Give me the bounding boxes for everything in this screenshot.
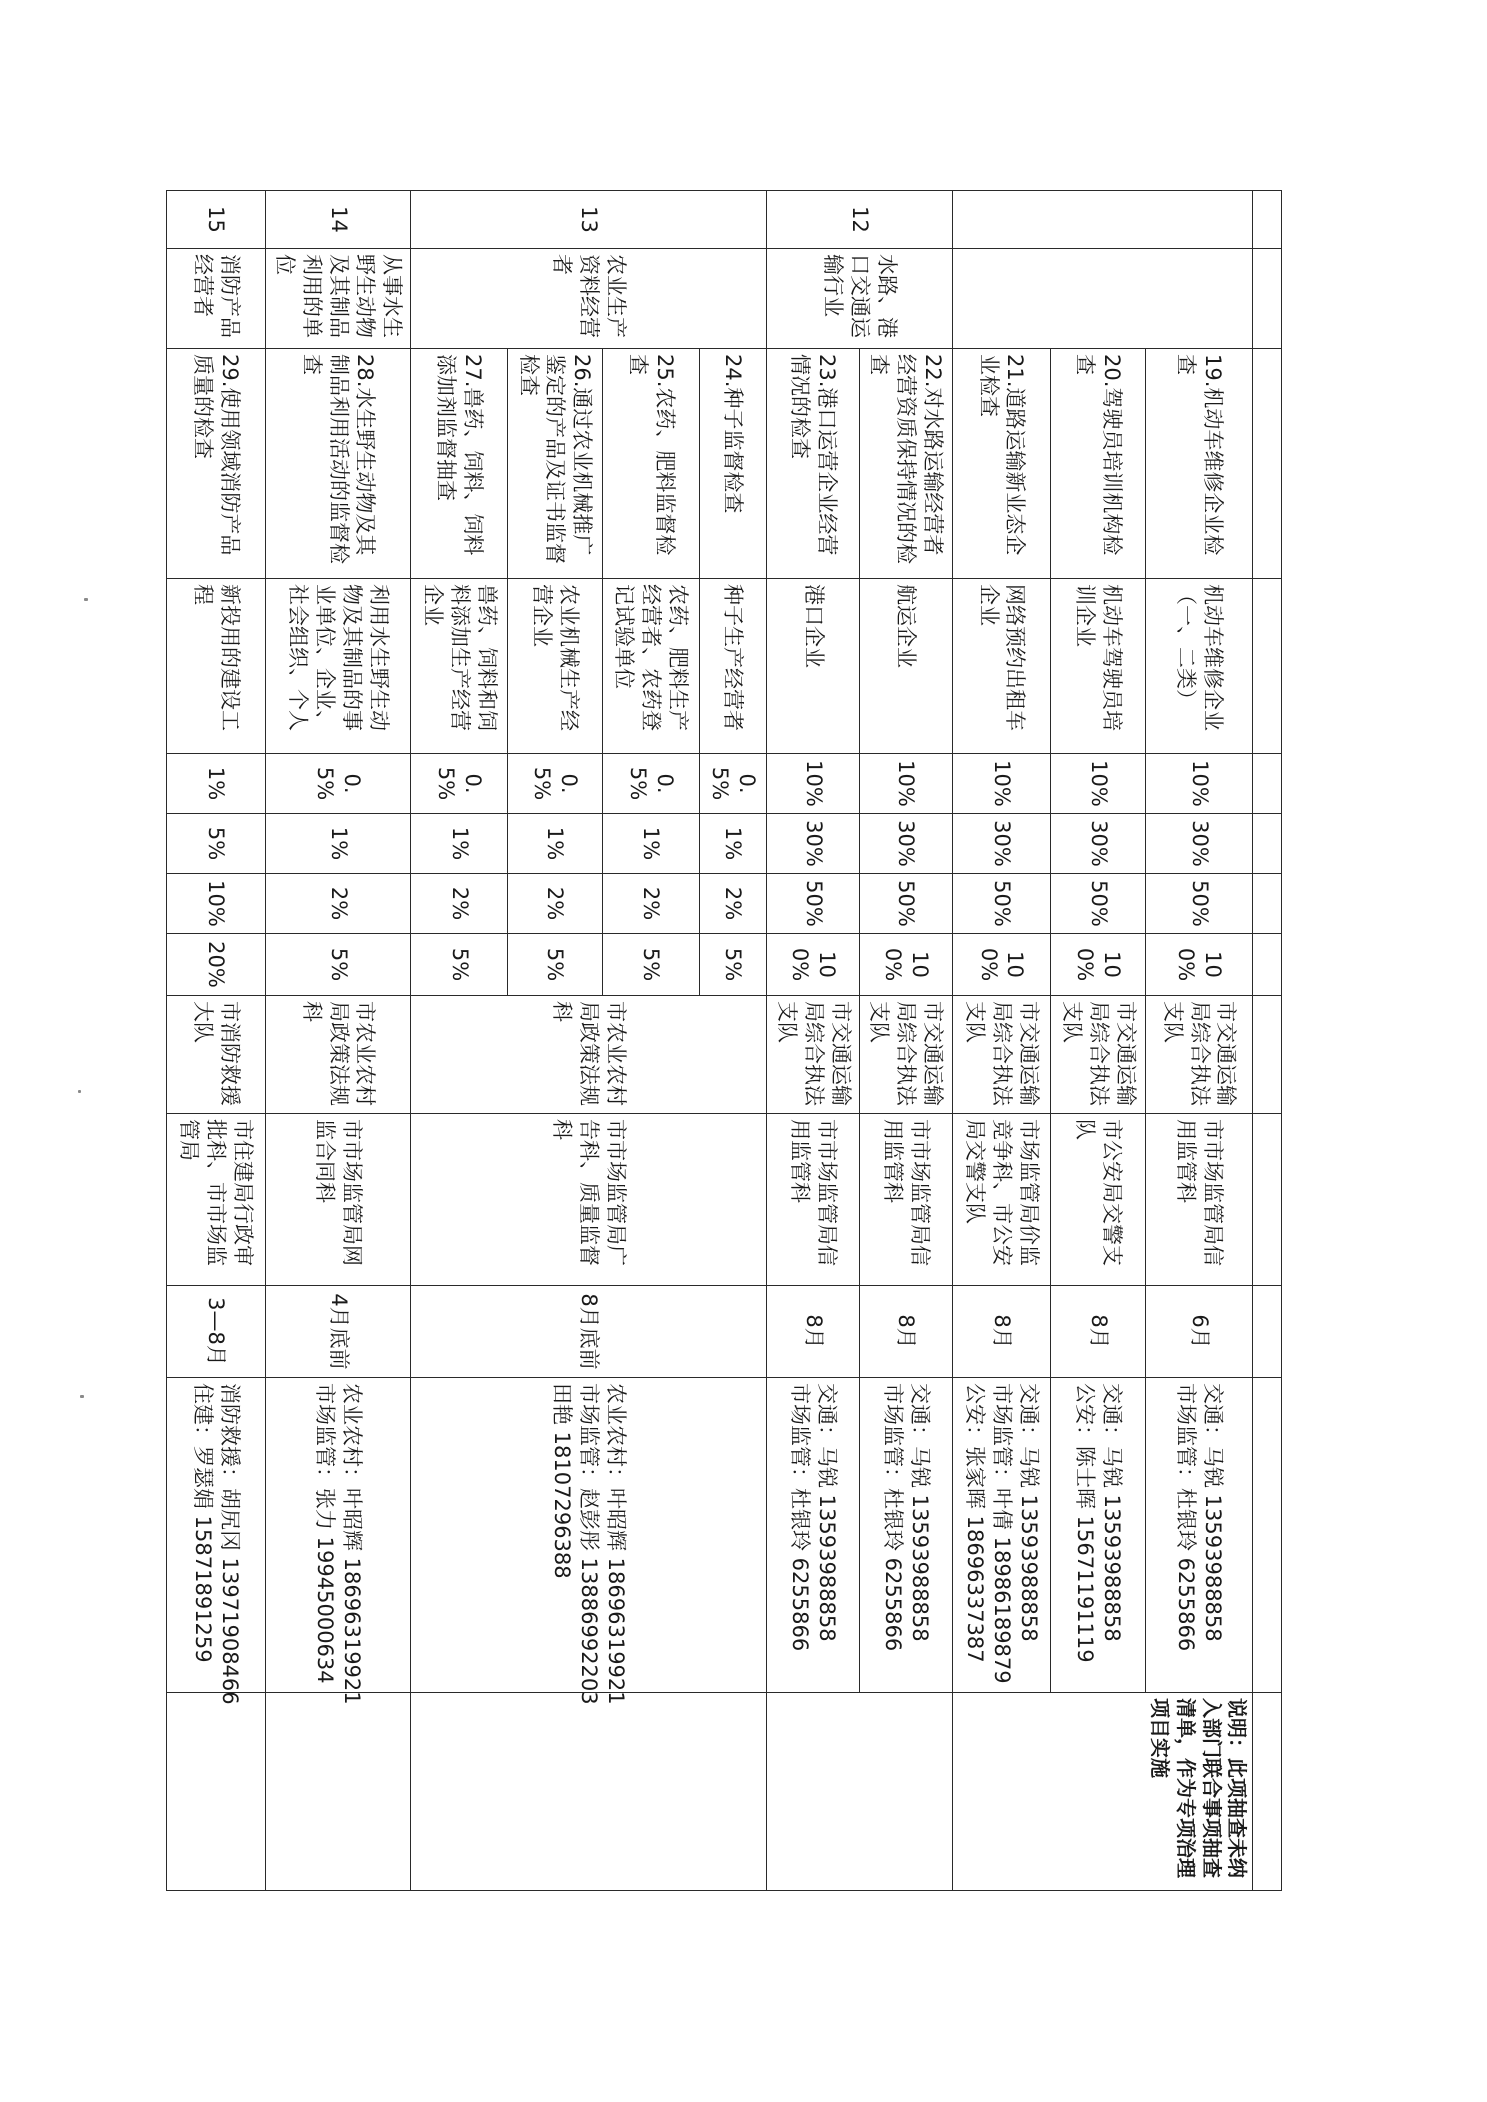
blank-cell (1253, 579, 1282, 754)
blank-cell (1253, 814, 1282, 874)
blank-cell (1253, 349, 1282, 579)
ratio-4: 100% (860, 934, 953, 996)
contact-line: 住建：罗瑟娟 15871891259 (190, 1383, 215, 1663)
category-cell: 农业生产资料经营者 (411, 249, 767, 349)
ratio-2: 1% (699, 814, 767, 874)
dept-cell: 市农业农村局政策法规科 (265, 996, 411, 1114)
item-cell: 24.种子监督检查 (699, 349, 767, 579)
contact-line: 市场监管：张力 19945000634 (313, 1383, 338, 1684)
ratio-1: 10% (1051, 754, 1146, 814)
row-number: 13 (411, 191, 767, 249)
rotated-table-page (166, 190, 1282, 1890)
scan-speck (84, 598, 88, 601)
row-number: 12 (767, 191, 952, 249)
item-cell: 19.机动车维修企业检查 (1146, 349, 1253, 579)
ratio-4: 100% (1146, 934, 1253, 996)
unit-cell: 市市场监管局信用监管科 (1146, 1114, 1253, 1286)
ratio-3: 2% (508, 874, 603, 934)
contact-line: 农业农村：叶昭辉 18696319921 (340, 1383, 364, 1705)
object-cell: 利用水生野生动物及其制品的事业单位、企业、社会组织、个人 (265, 579, 411, 754)
dept-cell: 市农业农村局政策法规科 (411, 996, 767, 1114)
dept-cell: 市交通运输局综合执法支队 (767, 996, 860, 1114)
item-cell: 22.对水路运输经营者经营资质保持情况的检查 (860, 349, 953, 579)
contact-line: 田艳 18107296388 (550, 1383, 575, 1579)
blank-cell (1253, 1693, 1282, 1891)
contact-line: 交通：马锐 13593988858 (1016, 1383, 1041, 1642)
row-number: 14 (265, 191, 411, 249)
object-cell: 港口企业 (767, 579, 860, 754)
ratio-3: 10% (167, 874, 266, 934)
ratio-1: 0.5% (602, 754, 699, 814)
ratio-4: 100% (767, 934, 860, 996)
unit-cell: 市市场监管局信用监管科 (860, 1114, 953, 1286)
blank-cell (167, 1693, 266, 1891)
blank-cell (265, 1693, 411, 1891)
item-cell: 21.道路运输新业态企业检查 (952, 349, 1051, 579)
dept-cell: 市交通运输局综合执法支队 (1146, 996, 1253, 1114)
contact-line: 市场监管：叶倩 18986189879 (990, 1383, 1015, 1684)
ratio-2: 1% (602, 814, 699, 874)
ratio-1: 10% (767, 754, 860, 814)
item-cell: 23.港口运营企业经营情况的检查 (767, 349, 860, 579)
blank-cell (1253, 249, 1282, 349)
inspection-table (166, 190, 1282, 1891)
category-cell: 消防产品经营者 (167, 249, 266, 349)
contact-line: 公安：陈士晖 15671191119 (1073, 1383, 1098, 1663)
ratio-1: 0.5% (265, 754, 411, 814)
ratio-2: 1% (508, 814, 603, 874)
contact-line: 市场监管：杜银玲 6255866 (788, 1383, 813, 1652)
contacts-cell (952, 1378, 1051, 1693)
table-row (699, 191, 767, 1891)
table-row (952, 191, 1051, 1891)
object-cell: 航运企业 (860, 579, 953, 754)
table-row (167, 191, 266, 1891)
ratio-2: 1% (411, 814, 508, 874)
ratio-4: 100% (952, 934, 1051, 996)
object-cell: 网络预约出租车企业 (952, 579, 1051, 754)
ratio-1: 10% (860, 754, 953, 814)
ratio-3: 2% (411, 874, 508, 934)
blank-cell (1253, 1378, 1282, 1693)
contact-line: 消防救援：胡尻冈 13971908466 (217, 1383, 242, 1705)
object-cell: 兽药、饲料和饲料添加生产经营企业 (411, 579, 508, 754)
blank-cell (1253, 874, 1282, 934)
blank-cell (1253, 1114, 1282, 1286)
ratio-1: 10% (1146, 754, 1253, 814)
object-cell: 机动车维修企业（一、二类） (1146, 579, 1253, 754)
item-cell: 25.农药、肥料监督检查 (602, 349, 699, 579)
dept-cell: 市交通运输局综合执法支队 (860, 996, 953, 1114)
time-cell: 4月底前 (265, 1286, 411, 1378)
dept-cell: 市消防救援大队 (167, 996, 266, 1114)
ratio-1: 0.5% (411, 754, 508, 814)
time-cell: 3—8月 (167, 1286, 266, 1378)
ratio-2: 5% (167, 814, 266, 874)
ratio-1: 0.5% (699, 754, 767, 814)
contacts-cell (411, 1378, 767, 1705)
contacts-cell (167, 1378, 266, 1705)
contact-line: 交通：马锐 13593988858 (907, 1383, 932, 1642)
table-row (265, 191, 411, 1891)
unit-cell: 市市场监管局信用监管科 (767, 1114, 860, 1286)
contacts-cell (1146, 1378, 1253, 1693)
item-cell: 26.通过农业机械推广鉴定的产品及证书监督检查 (508, 349, 603, 579)
dept-cell: 市交通运输局综合执法支队 (1051, 996, 1146, 1114)
table-row (860, 191, 953, 1891)
contact-line: 公安：张家晖 18696337387 (963, 1383, 988, 1663)
blank-cell (1253, 754, 1282, 814)
row-number: 15 (167, 191, 266, 249)
ratio-3: 2% (265, 874, 411, 934)
ratio-3: 50% (860, 874, 953, 934)
ratio-4: 5% (508, 934, 603, 996)
contact-line: 市场监管：赵彭彤 13886992203 (577, 1383, 602, 1705)
time-cell: 8月 (860, 1286, 953, 1378)
dept-cell: 市交通运输局综合执法支队 (952, 996, 1051, 1114)
ratio-3: 2% (699, 874, 767, 934)
ratio-2: 1% (265, 814, 411, 874)
ratio-3: 50% (1146, 874, 1253, 934)
contact-line: 交通：马锐 13593988858 (1201, 1383, 1226, 1642)
blank-cell (411, 1693, 767, 1891)
object-cell: 机动车驾驶员培训企业 (1051, 579, 1146, 754)
item-cell: 27.兽药、饲料、饲料添加剂监督抽查 (411, 349, 508, 579)
object-cell: 农药、肥料生产经营者、农药登记试验单位 (602, 579, 699, 754)
contact-line: 市场监管：杜银玲 6255866 (880, 1383, 905, 1652)
ratio-2: 30% (952, 814, 1051, 874)
ratio-2: 30% (860, 814, 953, 874)
category-cell: 水路、港口交通运输行业 (767, 249, 952, 349)
blank-cell (1253, 1286, 1282, 1378)
category-cell (952, 249, 1253, 349)
category-cell: 从事水生野生动物及其制品利用的单位 (265, 249, 411, 349)
blank-cell (1253, 191, 1282, 249)
unit-cell: 市住建局行政审批科、市市场监管局 (167, 1114, 266, 1286)
unit-cell: 市公安局交警支队 (1051, 1114, 1146, 1286)
ratio-4: 20% (167, 934, 266, 996)
scan-speck (80, 1395, 84, 1398)
contacts-cell (1051, 1378, 1146, 1693)
ratio-1: 0.5% (508, 754, 603, 814)
scan-speck (78, 1090, 81, 1093)
time-cell: 8月 (767, 1286, 860, 1378)
ratio-2: 30% (767, 814, 860, 874)
time-cell: 8月 (1051, 1286, 1146, 1378)
object-cell: 农业机械生产经营企业 (508, 579, 603, 754)
contacts-cell (265, 1378, 411, 1705)
blank-cell (1253, 996, 1282, 1114)
table-row (1146, 191, 1253, 1891)
blank-cell (1253, 934, 1282, 996)
contact-line: 农业农村：叶昭辉 18696319921 (604, 1383, 629, 1705)
time-cell: 8月 (952, 1286, 1051, 1378)
row-number (952, 191, 1253, 249)
ratio-4: 5% (602, 934, 699, 996)
time-cell: 8月底前 (411, 1286, 767, 1378)
unit-cell: 市市场监管局网监合同科 (265, 1114, 411, 1286)
ratio-3: 50% (1051, 874, 1146, 934)
contact-line: 市场监管：杜银玲 6255866 (1174, 1383, 1199, 1652)
item-cell: 29.使用领域消防产品质量的检查 (167, 349, 266, 579)
table-row (1051, 191, 1146, 1891)
ratio-2: 30% (1051, 814, 1146, 874)
blank-cell (767, 1693, 952, 1891)
ratio-3: 2% (602, 874, 699, 934)
ratio-4: 100% (1051, 934, 1146, 996)
contacts-cell (860, 1378, 953, 1693)
unit-cell: 市场监管局价监竞争科、市公安局交警支队 (952, 1114, 1051, 1286)
note-cell: 说明：此项抽查未纳入部门联合事项抽查清单，作为专项治理项目实施 (952, 1693, 1253, 1891)
contacts-cell (767, 1378, 860, 1693)
contact-line: 交通：马锐 13593988858 (1100, 1383, 1125, 1642)
ratio-4: 5% (411, 934, 508, 996)
ratio-4: 5% (265, 934, 411, 996)
ratio-3: 50% (952, 874, 1051, 934)
ratio-4: 5% (699, 934, 767, 996)
object-cell: 新投用的建设工程 (167, 579, 266, 754)
table-row (1253, 191, 1282, 1891)
ratio-1: 1% (167, 754, 266, 814)
item-cell: 20.驾驶员培训机构检查 (1051, 349, 1146, 579)
ratio-3: 50% (767, 874, 860, 934)
table-row (767, 191, 860, 1891)
object-cell: 种子生产经营者 (699, 579, 767, 754)
time-cell: 6月 (1146, 1286, 1253, 1378)
contact-line: 交通：马锐 13593988858 (815, 1383, 840, 1642)
ratio-2: 30% (1146, 814, 1253, 874)
ratio-1: 10% (952, 754, 1051, 814)
unit-cell: 市市场监管局广告科、质量监督科 (411, 1114, 767, 1286)
item-cell: 28.水生野生动物及其制品利用活动的监督检查 (265, 349, 411, 579)
